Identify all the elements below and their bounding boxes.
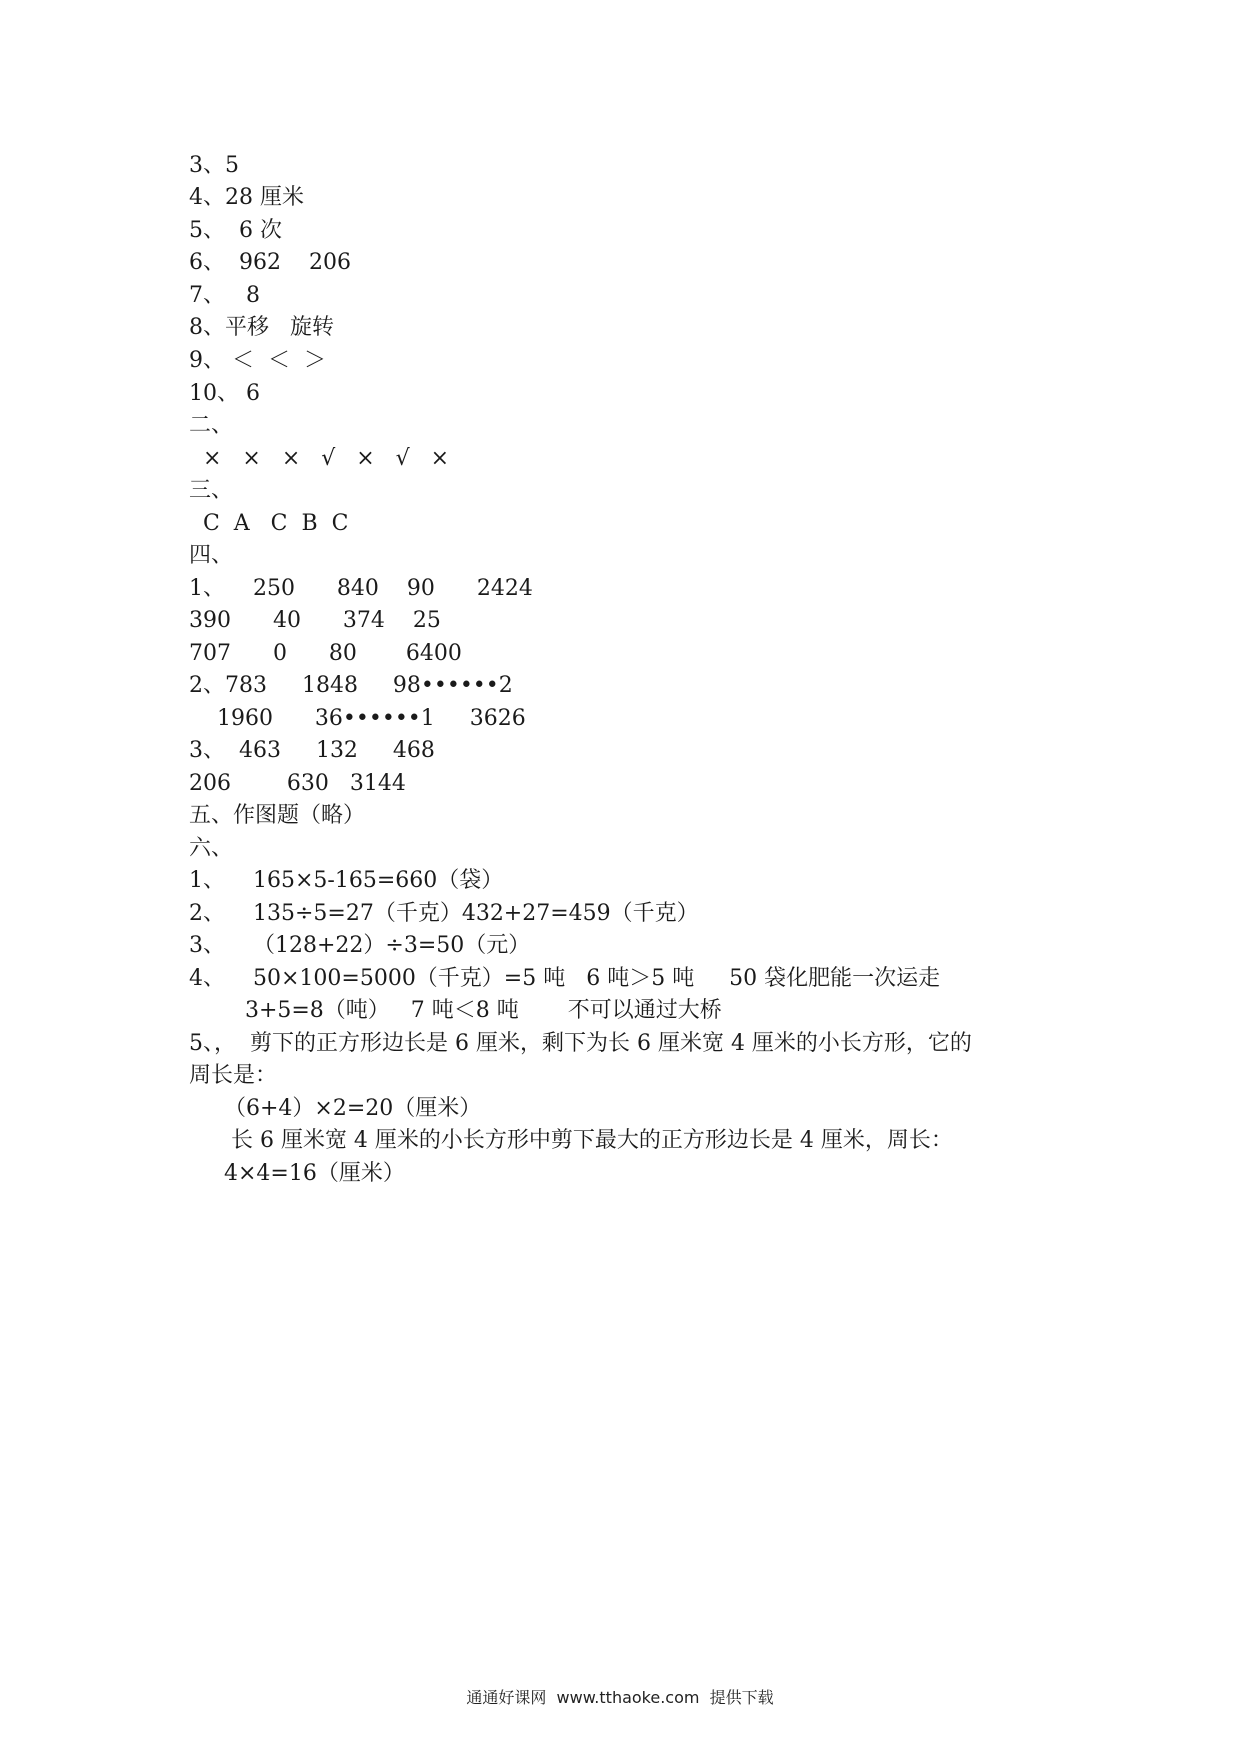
answer-line: 2、 135÷5=27（千克）432+27=459（千克） <box>189 901 699 926</box>
answer-line: C A C B C <box>189 511 349 536</box>
section-heading: 四、 <box>189 543 234 568</box>
answer-line: 6、 962 206 <box>189 250 351 275</box>
answer-line: 1960 36••••••1 3626 <box>189 706 526 731</box>
answer-line: 2、783 1848 98••••••2 <box>189 673 513 698</box>
answer-line: 7、 8 <box>189 283 260 308</box>
section-heading: 六、 <box>189 836 234 861</box>
section-heading: 二、 <box>189 413 234 438</box>
answer-line: 8、平移 旋转 <box>189 315 334 340</box>
answer-line: （6+4）×2=20（厘米） <box>189 1096 482 1121</box>
answer-line: 1、 250 840 90 2424 <box>189 576 533 601</box>
answer-line: × × × √ × √ × <box>189 446 450 471</box>
answer-line: 3、 （128+22）÷3=50（元） <box>189 933 531 958</box>
answer-line: 10、 6 <box>189 381 260 406</box>
answer-line: 5、， 剪下的正方形边长是 6 厘米，剩下为长 6 厘米宽 4 厘米的小长方形，它的 <box>189 1031 972 1056</box>
answer-line: 5、 6 次 <box>189 218 282 243</box>
answer-line: 4、 50×100=5000（千克）=5 吨 6 吨＞5 吨 50 袋化肥能一次运走 <box>189 966 941 991</box>
answer-line: 390 40 374 25 <box>189 608 441 633</box>
answer-line: 3、5 <box>189 153 239 178</box>
answer-line: 长 6 厘米宽 4 厘米的小长方形中剪下最大的正方形边长是 4 厘米，周长： <box>189 1128 953 1153</box>
answer-line: 1、 165×5-165=660（袋） <box>189 868 504 893</box>
answer-line: 周长是： <box>189 1063 278 1088</box>
answer-line: 4、28 厘米 <box>189 185 304 210</box>
answer-line: 3+5=8（吨） 7 吨＜8 吨 不可以通过大桥 <box>189 998 722 1023</box>
answer-line: 4×4=16（厘米） <box>189 1161 405 1186</box>
answer-line: 707 0 80 6400 <box>189 641 462 666</box>
section-heading: 五、作图题（略） <box>189 803 366 828</box>
answer-line: 3、 463 132 468 <box>189 738 435 763</box>
section-heading: 三、 <box>189 478 234 503</box>
footer-watermark: 通通好课网 www.tthaoke.com 提供下载 <box>466 1688 774 1707</box>
answer-line: 206 630 3144 <box>189 771 406 796</box>
answer-line: 9、 ＜ ＜ ＞ <box>189 348 326 373</box>
